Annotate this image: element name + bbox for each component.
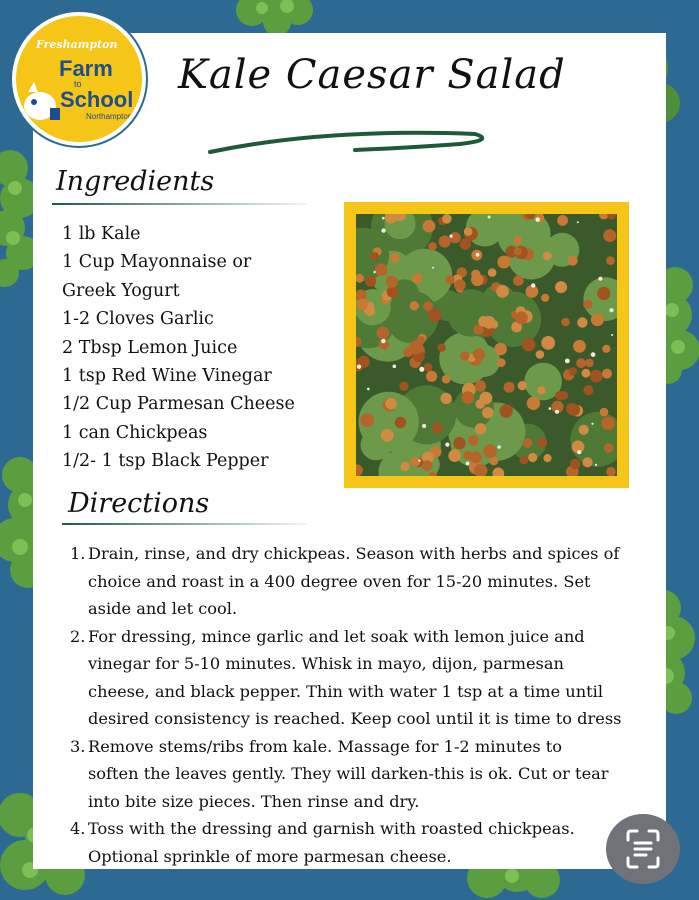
logo-line-5: Northampton: [86, 112, 133, 121]
logo-line-1: Freshampton: [36, 38, 118, 51]
step-number: 1.: [70, 544, 86, 563]
step-text-line: vinegar for 5-10 minutes. Whisk in mayo, dijon, parmesan: [88, 654, 564, 673]
ingredients-list: [62, 220, 295, 476]
ingredient-item: Greek Yogurt: [62, 280, 180, 301]
logo-line-2: Farm: [59, 56, 113, 81]
logo-line-4: School: [60, 87, 134, 112]
farm-to-school-logo: [12, 12, 146, 146]
ingredient-item: 1 can Chickpeas: [62, 422, 208, 443]
step-text-line: For dressing, mince garlic and let soak with lemon juice and: [88, 626, 585, 646]
step-text-line: Remove stems/ribs from kale. Massage for 1-2 minutes to: [88, 736, 563, 756]
page-title: Kale Caesar Salad: [178, 52, 566, 98]
step-number: 4.: [70, 819, 86, 838]
scan-text-button[interactable]: [606, 814, 680, 884]
step-text-line: Drain, rinse, and dry chickpeas. Season with herbs and spices of: [88, 544, 620, 563]
step-text-line: aside and let cool.: [88, 599, 238, 618]
directions-list: [70, 540, 670, 870]
direction-step: [70, 623, 670, 733]
step-text-line: into bite size pieces. Then rinse and dry.: [88, 791, 420, 811]
ingredient-item: 1 tsp Red Wine Vinegar: [62, 366, 272, 387]
step-number: 2.: [70, 626, 86, 646]
step-text-line: desired consistency is reached. Keep cool until it is time to dress: [88, 709, 622, 728]
step-text-line: Toss with the dressing and garnish with roasted chickpeas.: [88, 819, 575, 838]
ingredients-rule: [52, 203, 307, 205]
ingredient-item: 1-2 Cloves Garlic: [62, 309, 214, 330]
directions-rule: [62, 523, 307, 525]
ingredient-item: 1/2 Cup Parmesan Cheese: [62, 394, 295, 415]
logo-line-3: to: [74, 79, 82, 89]
ingredient-item: 1 Cup Mayonnaise or: [62, 252, 252, 273]
scan-text-icon: [606, 814, 680, 884]
step-number: 3.: [70, 736, 86, 756]
step-text-line: soften the leaves gently. They will darken-this is ok. Cut or tear: [88, 764, 609, 783]
salad-photo-frame: [344, 202, 629, 488]
ingredient-item: 2 Tbsp Lemon Juice: [62, 337, 238, 358]
direction-step: [70, 540, 670, 623]
ingredient-item: 1 lb Kale: [62, 224, 141, 244]
direction-step: [70, 815, 670, 870]
step-text-line: Optional sprinkle of more parmesan cheese.: [88, 846, 452, 866]
directions-heading: Directions: [68, 488, 210, 519]
direction-step: [70, 733, 670, 816]
salad-photo: [356, 214, 617, 476]
ingredient-item: 1/2- 1 tsp Black Pepper: [62, 451, 269, 472]
ingredients-heading: Ingredients: [56, 166, 215, 197]
step-text-line: cheese, and black pepper. Thin with water 1 tsp at a time until: [88, 681, 604, 701]
logo-goat-icon: [20, 78, 62, 126]
title-swoosh: [205, 120, 490, 160]
step-text-line: choice and roast in a 400 degree oven for 15-20 minutes. Set: [88, 571, 591, 591]
